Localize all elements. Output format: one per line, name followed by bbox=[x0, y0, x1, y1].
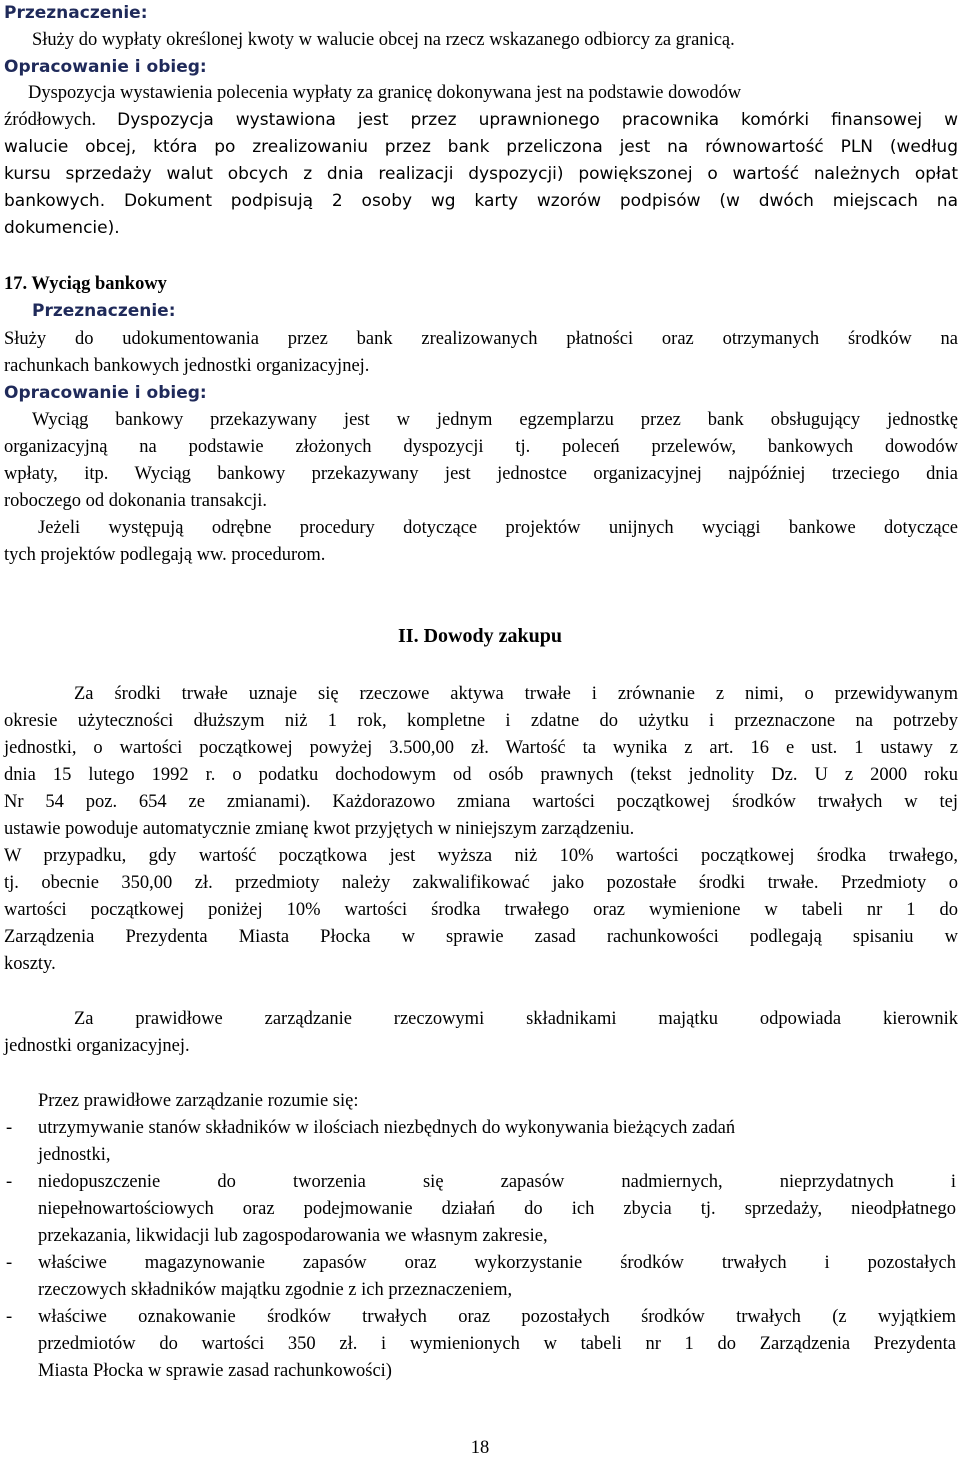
list-intro: Przez prawidłowe zarządzanie rozumie się: bbox=[38, 1091, 359, 1111]
list-item-line: niedopuszczenie do tworzenia się zapasów nadmiernych, nieprzydatnych i bbox=[38, 1172, 956, 1192]
list-bullet: - bbox=[6, 1118, 13, 1138]
text-line: koszty. bbox=[4, 954, 56, 974]
text-line: jednostki, o wartości początkowej powyżej 3.500,00 zł. Wartość ta wynika z art. 16 e ust. 1 ustawy z bbox=[4, 738, 958, 758]
section-heading-przeznaczenie: Przeznaczenie: bbox=[4, 3, 148, 23]
text-line: Za prawidłowe zarządzanie rzeczowymi składnikami majątku odpowiada kierownik bbox=[74, 1009, 958, 1029]
text-line: Nr 54 poz. 654 ze zmianami). Każdorazowo zmiana wartości początkowej środków trwałych w tej bbox=[4, 792, 958, 812]
list-bullet: - bbox=[6, 1253, 13, 1273]
section-title-II: II. Dowody zakupu bbox=[398, 625, 562, 647]
list-item-line: przekazania, likwidacji lub zagospodarowania we własnym zakresie, bbox=[38, 1226, 548, 1246]
text-line: Służy do udokumentowania przez bank zrealizowanych płatności oraz otrzymanych środków na bbox=[4, 329, 958, 349]
text-line: organizacyjną na podstawie złożonych dyspozycji tj. poleceń przelewów, bankowych dowodów bbox=[4, 437, 958, 457]
text-line bbox=[4, 107, 958, 133]
text-line: tj. obecnie 350,00 zł. przedmioty należy zakwalifikować jako pozostałe środki trwałe. Przedmioty o bbox=[4, 873, 958, 893]
text-line: tych projektów podlegają ww. procedurom. bbox=[4, 545, 326, 565]
text-line: wartości początkowej poniżej 10% wartości środka trwałego oraz wymienione w tabeli nr 1 do bbox=[4, 900, 958, 920]
text-line: jednostki organizacyjnej. bbox=[4, 1036, 190, 1056]
list-item-line: rzeczowych składników majątku zgodnie z ich przeznaczeniem, bbox=[38, 1280, 513, 1300]
text-line: rachunkach bankowych jednostki organizacyjnej. bbox=[4, 356, 370, 376]
section-title-17: 17. Wyciąg bankowy bbox=[4, 274, 167, 294]
text-line: Dyspozycja wystawienia polecenia wypłaty za granicę dokonywana jest na podstawie dowodów bbox=[28, 83, 742, 103]
text-line: bankowych. Dokument podpisują 2 osoby wg karty wzorów podpisów (w dwóch miejscach na bbox=[4, 191, 958, 211]
text-line: Za środki trwałe uznaje się rzeczowe aktywa trwałe i zrównanie z nimi, o przewidywanym bbox=[74, 684, 958, 704]
text-line: dokumencie). bbox=[4, 218, 120, 238]
list-bullet: - bbox=[6, 1172, 13, 1192]
text-line: roboczego od dokonania transakcji. bbox=[4, 491, 268, 511]
section-heading-przeznaczenie: Przeznaczenie: bbox=[32, 301, 176, 321]
text-line: Zarządzenia Prezydenta Miasta Płocka w sprawie zasad rachunkowości podlegają spisaniu w bbox=[4, 927, 958, 947]
text-span: Dyspozycja wystawiona jest przez uprawnionego pracownika komórki finansowej w bbox=[117, 110, 958, 130]
text-line: Wyciąg bankowy przekazywany jest w jednym egzemplarzu przez bank obsługujący jednostkę bbox=[32, 410, 958, 430]
section-heading-opracowanie: Opracowanie i obieg: bbox=[4, 383, 207, 403]
section-heading-opracowanie: Opracowanie i obieg: bbox=[4, 57, 207, 77]
page-number: 18 bbox=[470, 1438, 490, 1458]
text-line: walucie obcej, która po zrealizowaniu przez bank przeliczona jest na równowartość PLN (według bbox=[4, 137, 958, 157]
list-item-line: niepełnowartościowych oraz podejmowanie działań do ich zbycia tj. sprzedaży, nieodpłatnego bbox=[38, 1199, 956, 1219]
text-line: W przypadku, gdy wartość początkowa jest wyższa niż 10% wartości początkowej środka trwałego, bbox=[4, 846, 958, 866]
list-item-line: Miasta Płocka w sprawie zasad rachunkowości) bbox=[38, 1361, 392, 1381]
text-line: dnia 15 lutego 1992 r. o podatku dochodowym od osób prawnych (tekst jednolity Dz. U z 2000 roku bbox=[4, 765, 958, 785]
text-line: Jeżeli występują odrębne procedury dotyczące projektów unijnych wyciągi bankowe dotyczące bbox=[38, 518, 958, 538]
list-item-line: właściwe magazynowanie zapasów oraz wykorzystanie środków trwałych i pozostałych bbox=[38, 1253, 956, 1273]
text-line: okresie użyteczności dłuższym niż 1 rok, kompletne i zdatne do użytku i przeznaczone na potrzeby bbox=[4, 711, 958, 731]
text-line: Służy do wypłaty określonej kwoty w walucie obcej na rzecz wskazanego odbiorcy za granicą. bbox=[32, 30, 735, 50]
text-line: wpłaty, itp. Wyciąg bankowy przekazywany jest jednostce organizacyjnej najpóźniej trzeciego dnia bbox=[4, 464, 958, 484]
list-item-line: właściwe oznakowanie środków trwałych oraz pozostałych środków trwałych (z wyjątkiem bbox=[38, 1307, 956, 1327]
text-line: ustawie powoduje automatycznie zmianę kwot przyjętych w niniejszym zarządzeniu. bbox=[4, 819, 635, 839]
text-span: źródłowych. bbox=[4, 110, 118, 130]
list-item-line: przedmiotów do wartości 350 zł. i wymienionych w tabeli nr 1 do Zarządzenia Prezydenta bbox=[38, 1334, 956, 1354]
list-item-line: utrzymywanie stanów składników w ilościach niezbędnych do wykonywania bieżących zadań bbox=[38, 1118, 736, 1138]
list-bullet: - bbox=[6, 1307, 13, 1327]
text-line: kursu sprzedaży walut obcych z dnia realizacji dyspozycji) powiększonej o wartość należnych opłat bbox=[4, 164, 958, 184]
list-item-line: jednostki, bbox=[38, 1145, 111, 1165]
